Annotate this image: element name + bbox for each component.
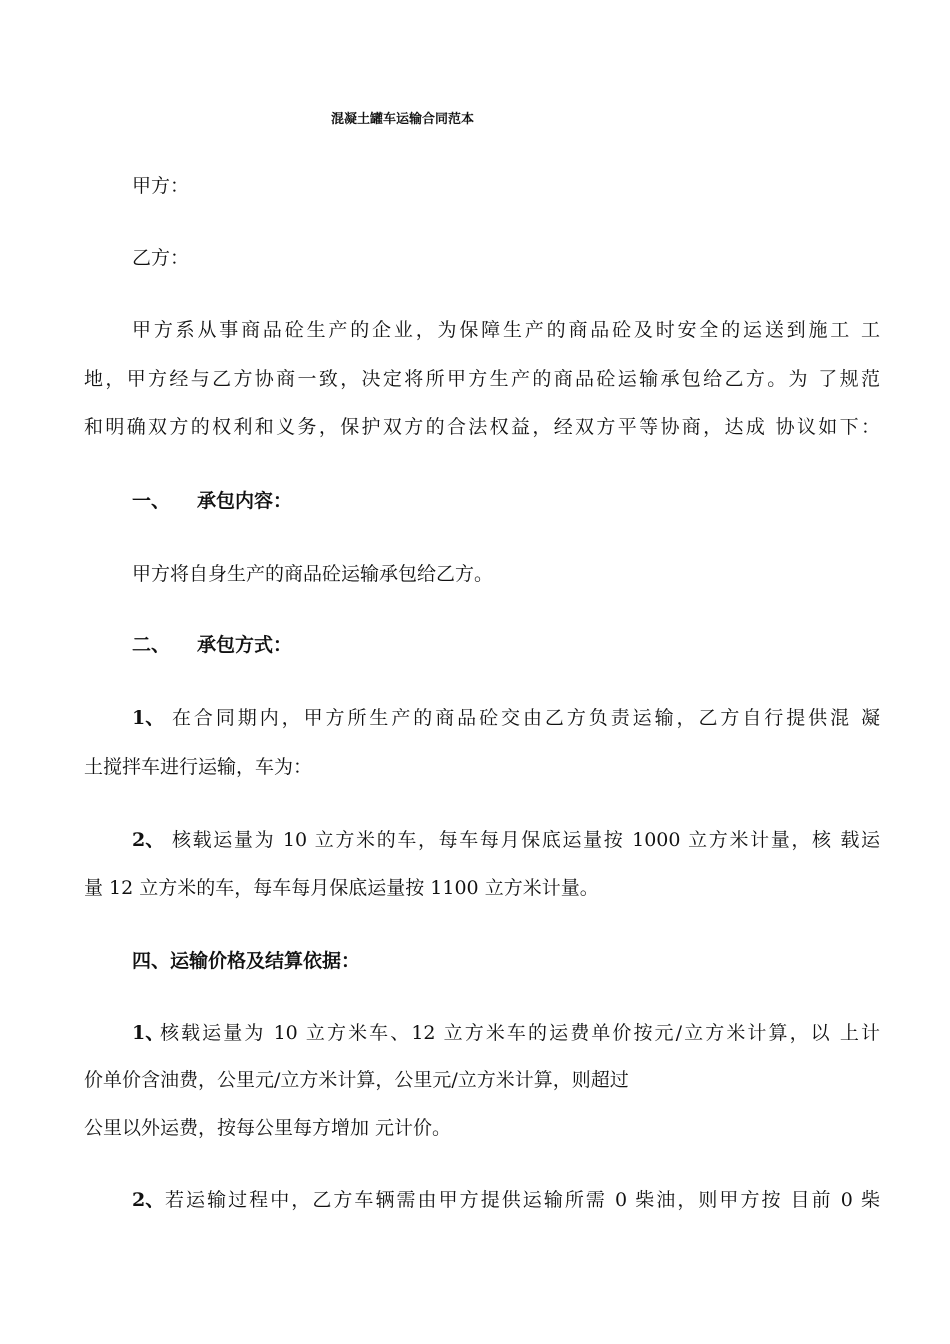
- section-4-heading: 四、运输价格及结算依据：: [132, 950, 361, 972]
- section-1-heading: 承包内容：: [197, 490, 293, 512]
- section-1-number: 一、: [132, 490, 171, 512]
- intro-line-1: 甲方系从事商品砼生产的企业，为保障生产的商品砼及时安全的运送到施工 工: [132, 319, 880, 341]
- doc-title: 混凝土罐车运输合同范本: [331, 112, 475, 127]
- party-b-label: 乙方：: [132, 247, 190, 269]
- item-1-number: 1、: [132, 707, 165, 729]
- intro-line-2: 地，甲方经与乙方协商一致，决定将所甲方生产的商品砼运输承包给乙方。为 了规范: [84, 368, 880, 390]
- price-item-1-number: 1、: [132, 1022, 165, 1044]
- item-1-line-1: 在合同期内，甲方所生产的商品砼交由乙方负责运输，乙方自行提供混 凝: [172, 707, 880, 729]
- item-1-line-2: 土搅拌车进行运输，车为：: [84, 756, 313, 778]
- party-a-label: 甲方：: [132, 175, 190, 197]
- item-2-line-1: 核载运量为 10 立方米的车，每车每月保底运量按 1000 立方米计量，核 载运: [172, 829, 880, 851]
- price-item-2-line-1: 若运输过程中，乙方车辆需由甲方提供运输所需 0 柴油，则甲方按 目前 0 柴: [165, 1189, 880, 1211]
- section-2-number: 二、: [132, 634, 171, 656]
- price-item-1-line-1: 核载运量为 10 立方米车、12 立方米车的运费单价按元/立方米计算，以 上计: [160, 1022, 880, 1044]
- price-item-1-line-3: 公里以外运费，按每公里每方增加 元计价。: [84, 1117, 452, 1139]
- price-item-1-line-2: 价单价含油费，公里元/立方米计算，公里元/立方米计算，则超过: [84, 1069, 629, 1091]
- price-item-2-number: 2、: [132, 1189, 165, 1211]
- section-2-heading: 承包方式：: [197, 634, 293, 656]
- item-2-number: 2、: [132, 829, 165, 851]
- intro-line-3: 和明确双方的权利和义务，保护双方的合法权益，经双方平等协商，达成 协议如下：: [84, 416, 880, 438]
- item-2-line-2: 量 12 立方米的车，每车每月保底运量按 1100 立方米计量。: [84, 877, 599, 899]
- section-1-body: 甲方将自身生产的商品砼运输承包给乙方。: [132, 563, 494, 585]
